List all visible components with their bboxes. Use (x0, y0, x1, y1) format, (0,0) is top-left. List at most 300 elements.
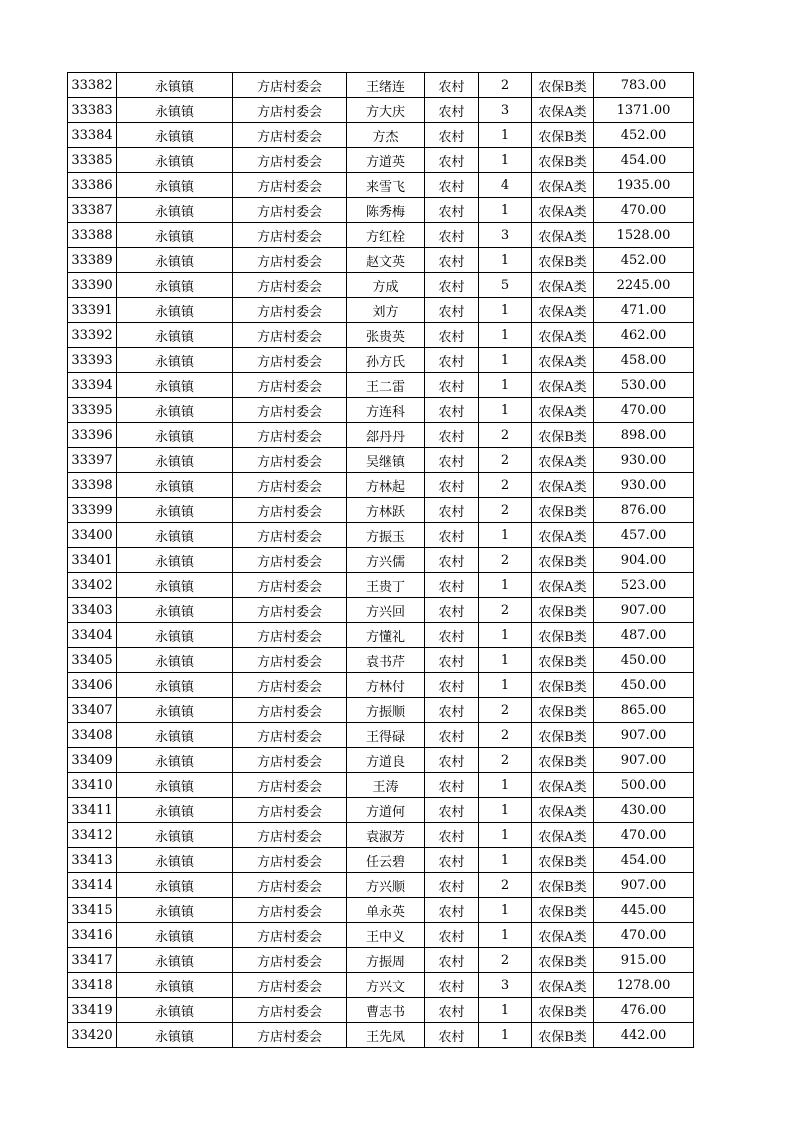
amount-cell: 471.00 (594, 298, 694, 323)
area-type-cell: 农村 (425, 573, 479, 598)
person-name-cell: 方林起 (347, 473, 425, 498)
town-cell: 永镇镇 (117, 823, 233, 848)
household-count-cell: 1 (479, 823, 532, 848)
area-type-cell: 农村 (425, 973, 479, 998)
area-type-cell: 农村 (425, 198, 479, 223)
amount-cell: 876.00 (594, 498, 694, 523)
area-type-cell: 农村 (425, 273, 479, 298)
town-cell: 永镇镇 (117, 173, 233, 198)
household-count-cell: 3 (479, 973, 532, 998)
household-count-cell: 3 (479, 223, 532, 248)
record-id-cell: 33395 (68, 398, 117, 423)
insurance-category-cell: 农保A类 (532, 473, 594, 498)
town-cell: 永镇镇 (117, 148, 233, 173)
record-id-cell: 33397 (68, 448, 117, 473)
table-row (68, 98, 694, 123)
record-id-cell: 33387 (68, 198, 117, 223)
record-id-cell: 33403 (68, 598, 117, 623)
village-committee-cell: 方店村委会 (233, 748, 347, 773)
village-committee-cell: 方店村委会 (233, 773, 347, 798)
amount-cell: 1278.00 (594, 973, 694, 998)
insurance-category-cell: 农保A类 (532, 573, 594, 598)
town-cell: 永镇镇 (117, 123, 233, 148)
town-cell: 永镇镇 (117, 748, 233, 773)
village-committee-cell: 方店村委会 (233, 848, 347, 873)
insurance-category-cell: 农保A类 (532, 798, 594, 823)
insurance-category-cell: 农保B类 (532, 873, 594, 898)
amount-cell: 430.00 (594, 798, 694, 823)
household-count-cell: 2 (479, 448, 532, 473)
amount-cell: 783.00 (594, 73, 694, 98)
area-type-cell: 农村 (425, 873, 479, 898)
record-id-cell: 33412 (68, 823, 117, 848)
area-type-cell: 农村 (425, 598, 479, 623)
amount-cell: 915.00 (594, 948, 694, 973)
table-row (68, 748, 694, 773)
person-name-cell: 方道良 (347, 748, 425, 773)
amount-cell: 904.00 (594, 548, 694, 573)
town-cell: 永镇镇 (117, 223, 233, 248)
record-id-cell: 33398 (68, 473, 117, 498)
town-cell: 永镇镇 (117, 473, 233, 498)
amount-cell: 907.00 (594, 748, 694, 773)
person-name-cell: 方杰 (347, 123, 425, 148)
record-id-cell: 33384 (68, 123, 117, 148)
village-committee-cell: 方店村委会 (233, 173, 347, 198)
table-row (68, 698, 694, 723)
area-type-cell: 农村 (425, 848, 479, 873)
household-count-cell: 1 (479, 373, 532, 398)
household-count-cell: 2 (479, 948, 532, 973)
village-committee-cell: 方店村委会 (233, 623, 347, 648)
person-name-cell: 袁淑芳 (347, 823, 425, 848)
amount-cell: 445.00 (594, 898, 694, 923)
town-cell: 永镇镇 (117, 448, 233, 473)
table-row (68, 973, 694, 998)
record-id-cell: 33408 (68, 723, 117, 748)
town-cell: 永镇镇 (117, 723, 233, 748)
insurance-category-cell: 农保A类 (532, 973, 594, 998)
insurance-category-cell: 农保A类 (532, 398, 594, 423)
area-type-cell: 农村 (425, 298, 479, 323)
village-committee-cell: 方店村委会 (233, 873, 347, 898)
person-name-cell: 陈秀梅 (347, 198, 425, 223)
record-id-cell: 33420 (68, 1023, 117, 1048)
town-cell: 永镇镇 (117, 423, 233, 448)
area-type-cell: 农村 (425, 473, 479, 498)
amount-cell: 1935.00 (594, 173, 694, 198)
record-id-cell: 33392 (68, 323, 117, 348)
insurance-category-cell: 农保B类 (532, 598, 594, 623)
amount-cell: 454.00 (594, 848, 694, 873)
amount-cell: 470.00 (594, 923, 694, 948)
household-count-cell: 1 (479, 848, 532, 873)
household-count-cell: 1 (479, 573, 532, 598)
insurance-category-cell: 农保B类 (532, 748, 594, 773)
town-cell: 永镇镇 (117, 923, 233, 948)
amount-cell: 462.00 (594, 323, 694, 348)
town-cell: 永镇镇 (117, 773, 233, 798)
household-count-cell: 1 (479, 123, 532, 148)
area-type-cell: 农村 (425, 898, 479, 923)
amount-cell: 2245.00 (594, 273, 694, 298)
household-count-cell: 1 (479, 323, 532, 348)
amount-cell: 452.00 (594, 248, 694, 273)
insurance-category-cell: 农保A类 (532, 98, 594, 123)
village-committee-cell: 方店村委会 (233, 523, 347, 548)
person-name-cell: 吴继镇 (347, 448, 425, 473)
town-cell: 永镇镇 (117, 548, 233, 573)
table-row (68, 573, 694, 598)
table-row (68, 873, 694, 898)
amount-cell: 450.00 (594, 648, 694, 673)
table-row (68, 448, 694, 473)
person-name-cell: 王贵丁 (347, 573, 425, 598)
area-type-cell: 农村 (425, 498, 479, 523)
village-committee-cell: 方店村委会 (233, 123, 347, 148)
person-name-cell: 方大庆 (347, 98, 425, 123)
area-type-cell: 农村 (425, 1023, 479, 1048)
person-name-cell: 孙方氏 (347, 348, 425, 373)
record-id-cell: 33417 (68, 948, 117, 973)
insurance-category-cell: 农保A类 (532, 348, 594, 373)
town-cell: 永镇镇 (117, 298, 233, 323)
record-id-cell: 33405 (68, 648, 117, 673)
table-row (68, 1023, 694, 1048)
area-type-cell: 农村 (425, 398, 479, 423)
area-type-cell: 农村 (425, 923, 479, 948)
table-row (68, 923, 694, 948)
roster-body (68, 73, 694, 1048)
amount-cell: 530.00 (594, 373, 694, 398)
table-row (68, 523, 694, 548)
village-committee-cell: 方店村委会 (233, 148, 347, 173)
insurance-category-cell: 农保B类 (532, 998, 594, 1023)
village-committee-cell: 方店村委会 (233, 798, 347, 823)
table-row (68, 948, 694, 973)
insurance-category-cell: 农保A类 (532, 273, 594, 298)
area-type-cell: 农村 (425, 698, 479, 723)
table-row (68, 548, 694, 573)
amount-cell: 450.00 (594, 673, 694, 698)
table-row (68, 223, 694, 248)
household-count-cell: 1 (479, 648, 532, 673)
insurance-category-cell: 农保B类 (532, 123, 594, 148)
person-name-cell: 来雪飞 (347, 173, 425, 198)
amount-cell: 487.00 (594, 623, 694, 648)
amount-cell: 454.00 (594, 148, 694, 173)
table-row (68, 773, 694, 798)
amount-cell: 500.00 (594, 773, 694, 798)
village-committee-cell: 方店村委会 (233, 348, 347, 373)
town-cell: 永镇镇 (117, 973, 233, 998)
amount-cell: 1528.00 (594, 223, 694, 248)
village-committee-cell: 方店村委会 (233, 398, 347, 423)
insurance-category-cell: 农保A类 (532, 773, 594, 798)
town-cell: 永镇镇 (117, 198, 233, 223)
area-type-cell: 农村 (425, 723, 479, 748)
household-count-cell: 2 (479, 748, 532, 773)
record-id-cell: 33414 (68, 873, 117, 898)
village-committee-cell: 方店村委会 (233, 73, 347, 98)
household-count-cell: 1 (479, 773, 532, 798)
person-name-cell: 方振周 (347, 948, 425, 973)
record-id-cell: 33394 (68, 373, 117, 398)
insurance-category-cell: 农保A类 (532, 823, 594, 848)
village-committee-cell: 方店村委会 (233, 423, 347, 448)
record-id-cell: 33418 (68, 973, 117, 998)
town-cell: 永镇镇 (117, 648, 233, 673)
village-committee-cell: 方店村委会 (233, 673, 347, 698)
table-row (68, 598, 694, 623)
area-type-cell: 农村 (425, 323, 479, 348)
record-id-cell: 33383 (68, 98, 117, 123)
insurance-category-cell: 农保B类 (532, 423, 594, 448)
town-cell: 永镇镇 (117, 598, 233, 623)
insurance-category-cell: 农保B类 (532, 623, 594, 648)
village-committee-cell: 方店村委会 (233, 498, 347, 523)
table-row (68, 848, 694, 873)
household-count-cell: 2 (479, 698, 532, 723)
household-count-cell: 1 (479, 673, 532, 698)
insurance-category-cell: 农保B类 (532, 1023, 594, 1048)
amount-cell: 476.00 (594, 998, 694, 1023)
town-cell: 永镇镇 (117, 323, 233, 348)
town-cell: 永镇镇 (117, 348, 233, 373)
table-row (68, 498, 694, 523)
village-committee-cell: 方店村委会 (233, 298, 347, 323)
table-row (68, 798, 694, 823)
insurance-category-cell: 农保A类 (532, 523, 594, 548)
person-name-cell: 张贵英 (347, 323, 425, 348)
table-row (68, 898, 694, 923)
household-count-cell: 1 (479, 148, 532, 173)
record-id-cell: 33401 (68, 548, 117, 573)
record-id-cell: 33413 (68, 848, 117, 873)
record-id-cell: 33407 (68, 698, 117, 723)
household-count-cell: 2 (479, 423, 532, 448)
town-cell: 永镇镇 (117, 373, 233, 398)
village-committee-cell: 方店村委会 (233, 448, 347, 473)
person-name-cell: 王涛 (347, 773, 425, 798)
village-committee-cell: 方店村委会 (233, 898, 347, 923)
village-committee-cell: 方店村委会 (233, 548, 347, 573)
village-committee-cell: 方店村委会 (233, 948, 347, 973)
area-type-cell: 农村 (425, 73, 479, 98)
household-count-cell: 2 (479, 873, 532, 898)
table-row (68, 423, 694, 448)
record-id-cell: 33385 (68, 148, 117, 173)
household-count-cell: 1 (479, 248, 532, 273)
table-row (68, 398, 694, 423)
town-cell: 永镇镇 (117, 948, 233, 973)
insurance-category-cell: 农保A类 (532, 323, 594, 348)
town-cell: 永镇镇 (117, 573, 233, 598)
town-cell: 永镇镇 (117, 398, 233, 423)
table-row (68, 348, 694, 373)
village-committee-cell: 方店村委会 (233, 998, 347, 1023)
household-count-cell: 1 (479, 298, 532, 323)
table-row (68, 673, 694, 698)
household-count-cell: 2 (479, 598, 532, 623)
table-row (68, 723, 694, 748)
table-row (68, 323, 694, 348)
table-row (68, 148, 694, 173)
village-committee-cell: 方店村委会 (233, 973, 347, 998)
village-committee-cell: 方店村委会 (233, 723, 347, 748)
area-type-cell: 农村 (425, 798, 479, 823)
household-count-cell: 2 (479, 548, 532, 573)
record-id-cell: 33389 (68, 248, 117, 273)
table-row (68, 373, 694, 398)
roster-table (67, 72, 694, 1048)
area-type-cell: 农村 (425, 148, 479, 173)
insurance-category-cell: 农保B类 (532, 948, 594, 973)
record-id-cell: 33419 (68, 998, 117, 1023)
area-type-cell: 农村 (425, 548, 479, 573)
amount-cell: 907.00 (594, 598, 694, 623)
town-cell: 永镇镇 (117, 998, 233, 1023)
record-id-cell: 33416 (68, 923, 117, 948)
person-name-cell: 方振玉 (347, 523, 425, 548)
record-id-cell: 33406 (68, 673, 117, 698)
household-count-cell: 1 (479, 923, 532, 948)
area-type-cell: 农村 (425, 223, 479, 248)
village-committee-cell: 方店村委会 (233, 248, 347, 273)
record-id-cell: 33415 (68, 898, 117, 923)
insurance-category-cell: 农保B类 (532, 723, 594, 748)
record-id-cell: 33400 (68, 523, 117, 548)
table-row (68, 998, 694, 1023)
person-name-cell: 方连科 (347, 398, 425, 423)
table-row (68, 248, 694, 273)
amount-cell: 452.00 (594, 123, 694, 148)
household-count-cell: 1 (479, 523, 532, 548)
record-id-cell: 33402 (68, 573, 117, 598)
insurance-category-cell: 农保B类 (532, 848, 594, 873)
town-cell: 永镇镇 (117, 698, 233, 723)
person-name-cell: 刘方 (347, 298, 425, 323)
household-count-cell: 1 (479, 998, 532, 1023)
area-type-cell: 农村 (425, 173, 479, 198)
insurance-category-cell: 农保B类 (532, 898, 594, 923)
area-type-cell: 农村 (425, 748, 479, 773)
town-cell: 永镇镇 (117, 798, 233, 823)
amount-cell: 457.00 (594, 523, 694, 548)
record-id-cell: 33399 (68, 498, 117, 523)
amount-cell: 907.00 (594, 723, 694, 748)
town-cell: 永镇镇 (117, 898, 233, 923)
household-count-cell: 5 (479, 273, 532, 298)
table-row (68, 198, 694, 223)
person-name-cell: 方兴儒 (347, 548, 425, 573)
amount-cell: 470.00 (594, 398, 694, 423)
household-count-cell: 2 (479, 498, 532, 523)
insurance-category-cell: 农保A类 (532, 373, 594, 398)
village-committee-cell: 方店村委会 (233, 598, 347, 623)
town-cell: 永镇镇 (117, 248, 233, 273)
amount-cell: 907.00 (594, 873, 694, 898)
person-name-cell: 方振顺 (347, 698, 425, 723)
household-count-cell: 2 (479, 73, 532, 98)
village-committee-cell: 方店村委会 (233, 273, 347, 298)
insurance-category-cell: 农保B类 (532, 248, 594, 273)
person-name-cell: 赵文英 (347, 248, 425, 273)
record-id-cell: 33396 (68, 423, 117, 448)
amount-cell: 930.00 (594, 473, 694, 498)
amount-cell: 458.00 (594, 348, 694, 373)
insurance-category-cell: 农保A类 (532, 223, 594, 248)
insurance-category-cell: 农保A类 (532, 923, 594, 948)
area-type-cell: 农村 (425, 823, 479, 848)
person-name-cell: 方林跃 (347, 498, 425, 523)
town-cell: 永镇镇 (117, 523, 233, 548)
household-count-cell: 4 (479, 173, 532, 198)
insurance-category-cell: 农保A类 (532, 198, 594, 223)
area-type-cell: 农村 (425, 948, 479, 973)
table-row (68, 123, 694, 148)
record-id-cell: 33388 (68, 223, 117, 248)
village-committee-cell: 方店村委会 (233, 198, 347, 223)
insurance-category-cell: 农保B类 (532, 698, 594, 723)
area-type-cell: 农村 (425, 348, 479, 373)
table-row (68, 173, 694, 198)
town-cell: 永镇镇 (117, 873, 233, 898)
insurance-category-cell: 农保A类 (532, 448, 594, 473)
person-name-cell: 王先凤 (347, 1023, 425, 1048)
village-committee-cell: 方店村委会 (233, 648, 347, 673)
village-committee-cell: 方店村委会 (233, 1023, 347, 1048)
table-row (68, 298, 694, 323)
area-type-cell: 农村 (425, 98, 479, 123)
area-type-cell: 农村 (425, 998, 479, 1023)
amount-cell: 898.00 (594, 423, 694, 448)
person-name-cell: 单永英 (347, 898, 425, 923)
record-id-cell: 33391 (68, 298, 117, 323)
insurance-category-cell: 农保B类 (532, 648, 594, 673)
insurance-category-cell: 农保A类 (532, 298, 594, 323)
record-id-cell: 33409 (68, 748, 117, 773)
table-row (68, 648, 694, 673)
village-committee-cell: 方店村委会 (233, 323, 347, 348)
record-id-cell: 33386 (68, 173, 117, 198)
household-count-cell: 2 (479, 473, 532, 498)
table-row (68, 823, 694, 848)
person-name-cell: 方林付 (347, 673, 425, 698)
household-count-cell: 1 (479, 798, 532, 823)
village-committee-cell: 方店村委会 (233, 373, 347, 398)
table-row (68, 73, 694, 98)
person-name-cell: 方成 (347, 273, 425, 298)
record-id-cell: 33410 (68, 773, 117, 798)
person-name-cell: 方道英 (347, 148, 425, 173)
household-count-cell: 1 (479, 348, 532, 373)
household-count-cell: 1 (479, 398, 532, 423)
amount-cell: 470.00 (594, 198, 694, 223)
household-count-cell: 1 (479, 198, 532, 223)
record-id-cell: 33404 (68, 623, 117, 648)
insurance-category-cell: 农保B类 (532, 673, 594, 698)
household-count-cell: 1 (479, 623, 532, 648)
person-name-cell: 方道何 (347, 798, 425, 823)
person-name-cell: 王得碌 (347, 723, 425, 748)
village-committee-cell: 方店村委会 (233, 223, 347, 248)
person-name-cell: 曹志书 (347, 998, 425, 1023)
village-committee-cell: 方店村委会 (233, 823, 347, 848)
amount-cell: 523.00 (594, 573, 694, 598)
village-committee-cell: 方店村委会 (233, 473, 347, 498)
village-committee-cell: 方店村委会 (233, 98, 347, 123)
